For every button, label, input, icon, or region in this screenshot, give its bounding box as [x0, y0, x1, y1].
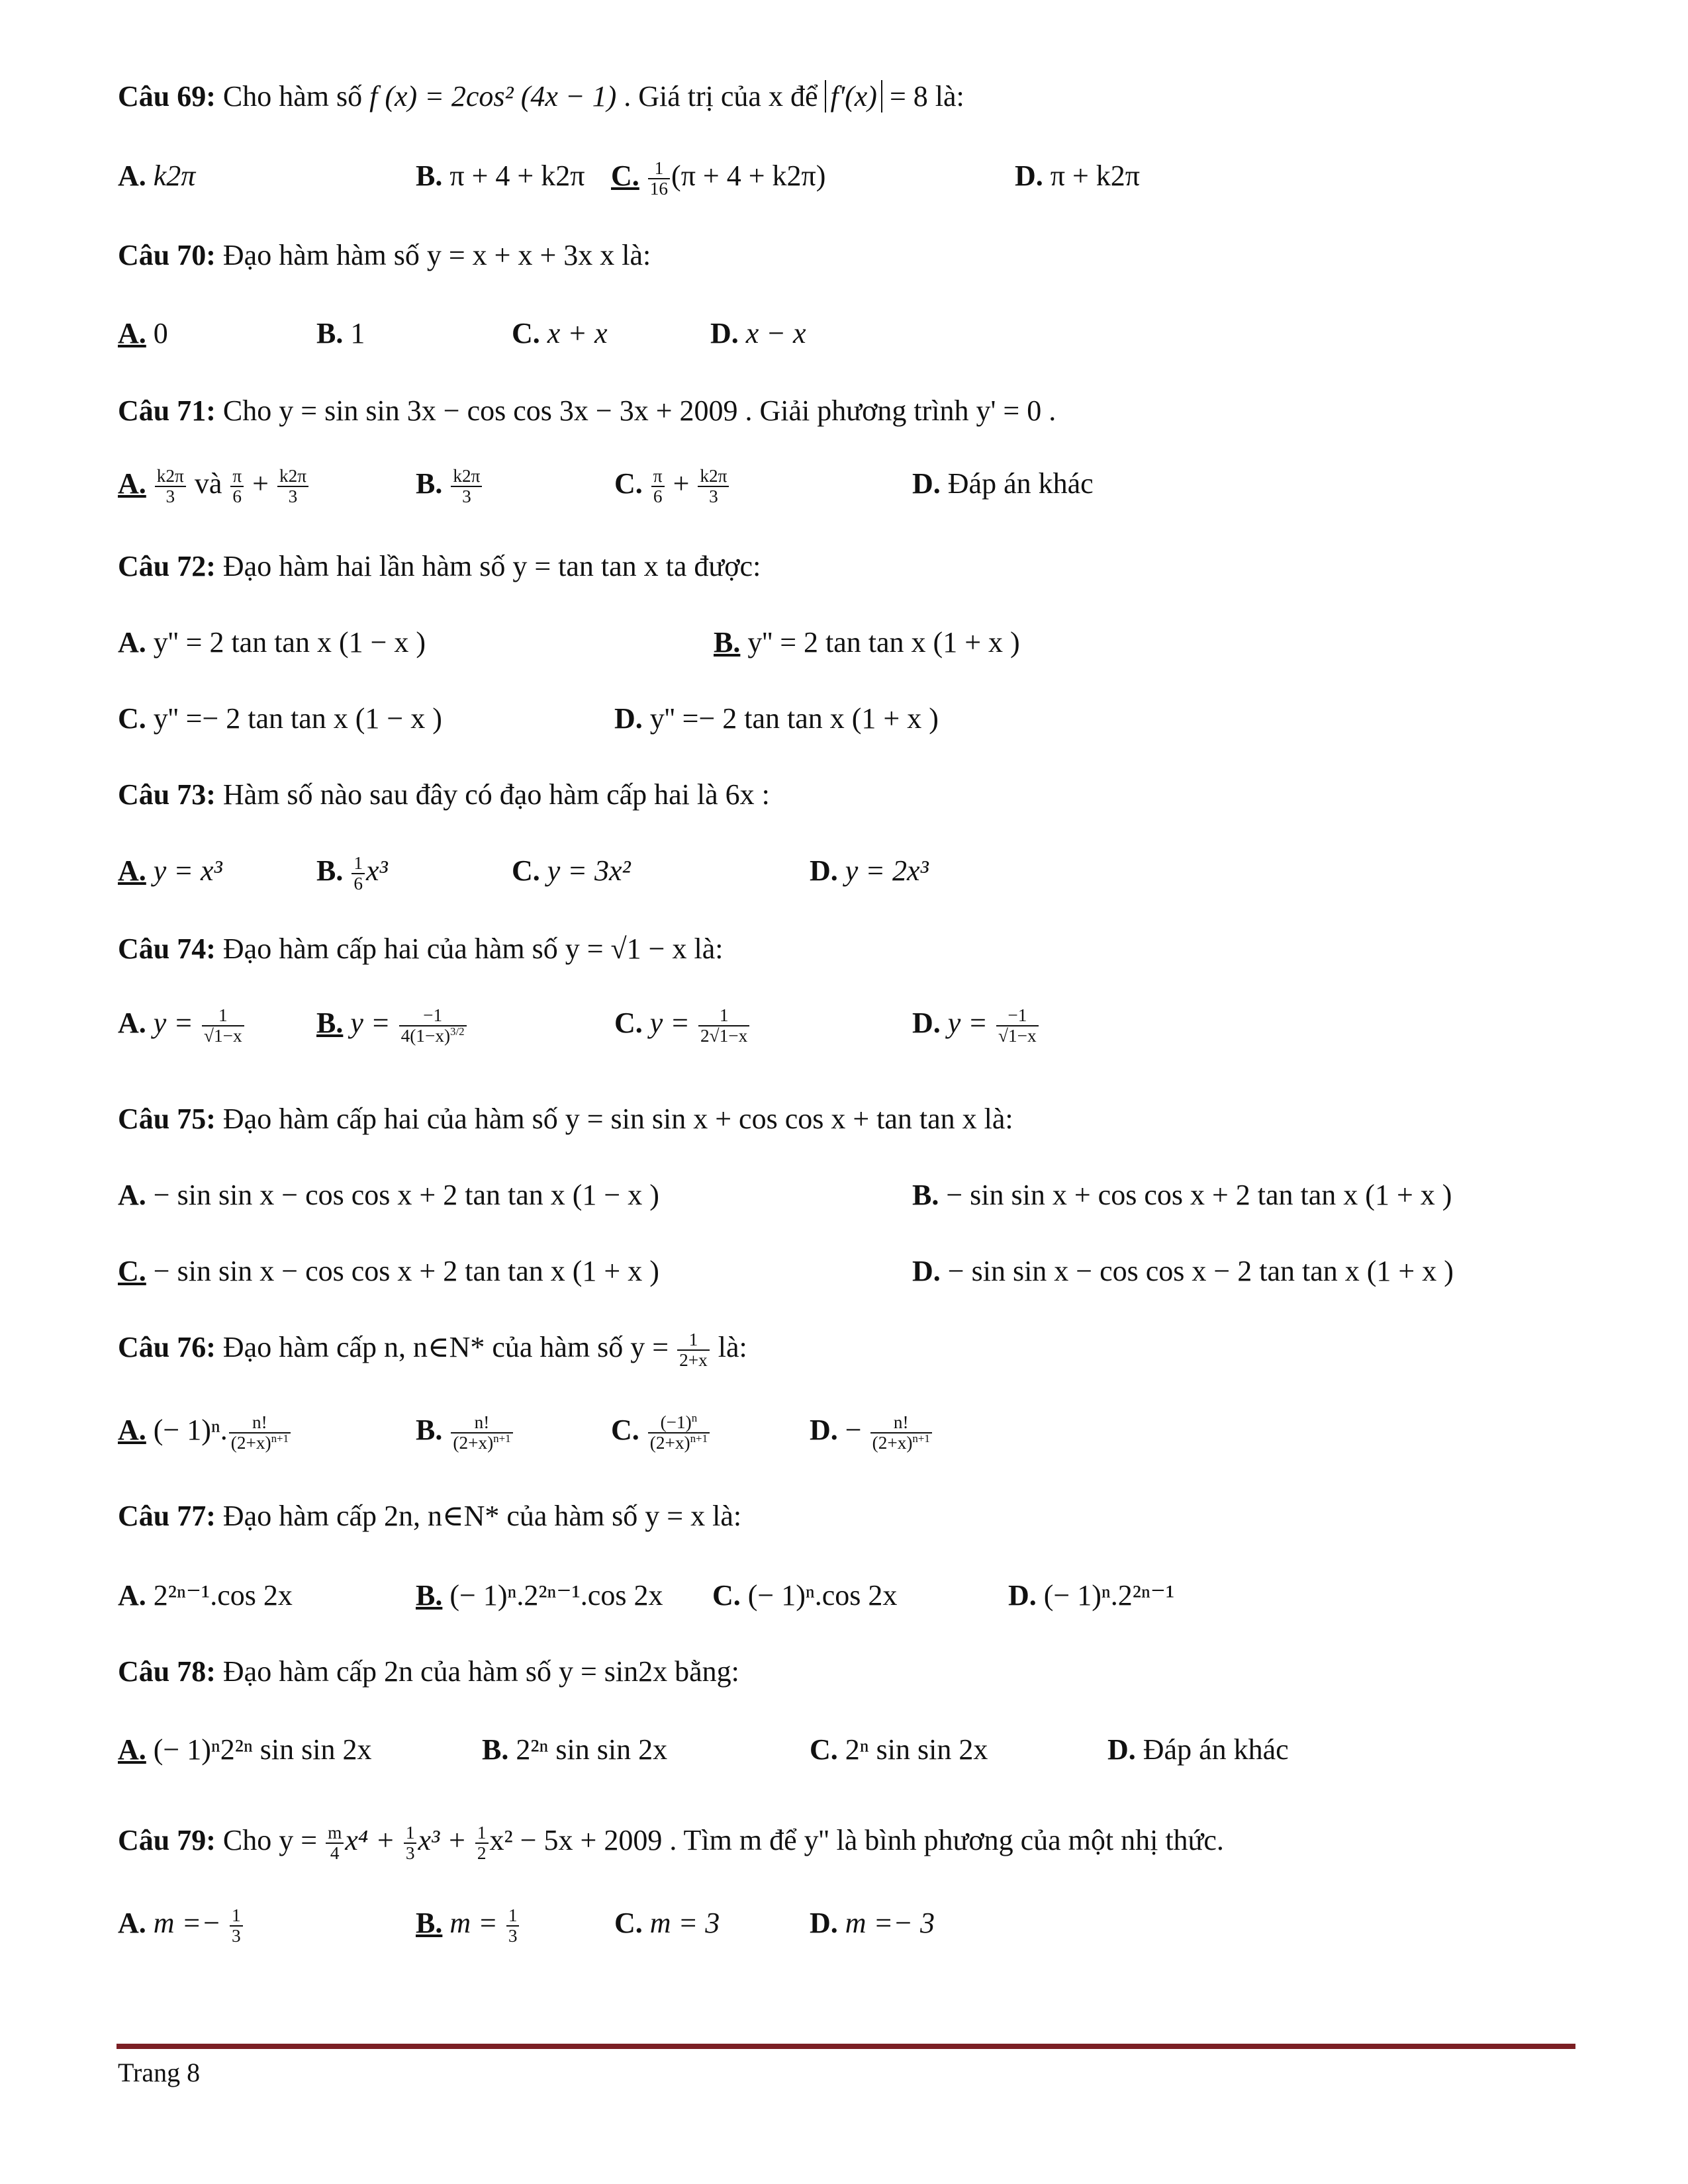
question-72-options-row1: [118, 625, 1574, 665]
option-c[interactable]: C. (− 1)ⁿ.cos 2x: [712, 1579, 898, 1612]
question-77-options: [118, 1578, 1574, 1618]
option-c[interactable]: C. − sin sin x − cos cos x + 2 tan tan x (1 + x ): [118, 1255, 659, 1287]
option-c[interactable]: C. $\frac{(-1)^n}{(2+x)^{n+1}}$: [611, 1413, 711, 1453]
question-71-stem: Câu 71: Cho y = sin sin 3x − cos cos 3x − 3x + 2009 . Giải phương trình y' = 0 .: [118, 394, 1056, 427]
option-b[interactable]: B. − sin sin x + cos cos x + 2 tan tan x (1 + x ): [912, 1179, 1452, 1211]
question-75-stem: Câu 75: Đạo hàm cấp hai của hàm số y = sin sin x + cos cos x + tan tan x là:: [118, 1103, 1013, 1135]
option-a[interactable]: A. 0: [118, 317, 168, 349]
option-d[interactable]: D. Đáp án khác: [912, 467, 1094, 500]
option-a[interactable]: A. 2²ⁿ⁻¹.cos 2x: [118, 1579, 293, 1612]
question-69-options: [118, 159, 1574, 199]
option-c[interactable]: C. $\frac{1}{16}$ (π + 4 + k2π): [611, 158, 826, 199]
question-73-stem: Câu 73: Hàm số nào sau đây có đạo hàm cấp hai là 6x :: [118, 778, 770, 811]
question-75-options-row1: [118, 1178, 1574, 1218]
abs-derivative: f'(x): [825, 80, 882, 113]
option-d[interactable]: D. − $\frac{n!}{(2+x)^{n+1}}$: [810, 1413, 933, 1453]
option-a[interactable]: A. m =− $\frac{1}{3}$: [118, 1906, 244, 1946]
option-b[interactable]: B. y'' = 2 tan tan x (1 + x ): [714, 626, 1020, 659]
option-b[interactable]: B. y = $\frac{-1}{4(1-x)^{3/2}}$: [316, 1006, 468, 1046]
option-c[interactable]: C. y = $\frac{1}{2√1-x}$: [614, 1006, 751, 1046]
option-c[interactable]: C. y'' =− 2 tan tan x (1 − x ): [118, 702, 442, 735]
option-a[interactable]: A. y'' = 2 tan tan x (1 − x ): [118, 626, 426, 659]
question-71-options: [118, 467, 1574, 506]
option-d[interactable]: D. y = $\frac{-1}{√1-x}$: [912, 1006, 1040, 1046]
option-d[interactable]: D. (− 1)ⁿ.2²ⁿ⁻¹: [1008, 1579, 1175, 1612]
option-a[interactable]: A. $\frac{k2\pi}{3}$ và $\frac{\pi}{6}$ + $\frac{k2\pi}{3}$: [118, 467, 310, 506]
question-75-options-row2: [118, 1254, 1574, 1294]
option-a[interactable]: A. (− 1)ⁿ. $\frac{n!}{(2+x)^{n+1}}$: [118, 1413, 292, 1453]
question-79-options: [118, 1906, 1574, 1946]
option-c[interactable]: C. m = 3: [614, 1907, 720, 1939]
option-b[interactable]: B. 2²ⁿ sin sin 2x: [482, 1733, 668, 1766]
option-b[interactable]: B. (− 1)ⁿ.2²ⁿ⁻¹.cos 2x: [416, 1579, 663, 1612]
option-a[interactable]: A. k2π: [118, 159, 196, 192]
question-76-options: [118, 1413, 1574, 1453]
option-c[interactable]: C. 2ⁿ sin sin 2x: [810, 1733, 988, 1766]
question-72-options-row2: [118, 702, 1574, 741]
option-b[interactable]: B. 1: [316, 317, 365, 349]
option-c[interactable]: C. $\frac{\pi}{6}$ + $\frac{k2\pi}{3}$: [614, 467, 730, 506]
question-74-stem: Câu 74: Đạo hàm cấp hai của hàm số y = √1 − x là:: [118, 933, 724, 965]
option-c[interactable]: C. x + x: [512, 317, 608, 349]
option-a[interactable]: A. − sin sin x − cos cos x + 2 tan tan x (1 − x ): [118, 1179, 659, 1211]
question-72-stem: Câu 72: Đạo hàm hai lần hàm số y = tan tan x ta được:: [118, 550, 761, 582]
question-78-options: [118, 1733, 1574, 1772]
question-76-stem: Câu 76: Đạo hàm cấp n, n∈N* của hàm số y = $\frac{1}{2+x}$ là:: [118, 1330, 747, 1370]
option-a[interactable]: A. y = x³: [118, 854, 222, 887]
question-70-stem: Câu 70: Đạo hàm hàm số y = x + x + 3x x là:: [118, 239, 651, 271]
option-b[interactable]: B. $\frac{1}{6}$ x³: [316, 853, 388, 893]
page-number: Trang 8: [118, 2058, 201, 2087]
question-73-options: [118, 854, 1574, 893]
question-79-stem: Câu 79: Cho y = $\frac{m}{4}$ x⁴ + $\frac{1}{3}$ x³ + $\frac{1}{2}$ x² − 5x + 2009 . Tìm m để y'' là bình phương của một nhị thức.: [118, 1823, 1224, 1863]
option-d[interactable]: D. − sin sin x − cos cos x − 2 tan tan x (1 + x ): [912, 1255, 1454, 1287]
footer-rule: [117, 2044, 1575, 2049]
question-78-stem: Câu 78: Đạo hàm cấp 2n của hàm số y = sin2x bằng:: [118, 1655, 739, 1688]
option-b[interactable]: B. π + 4 + k2π: [416, 159, 585, 192]
option-b[interactable]: B. $\frac{k2\pi}{3}$: [416, 467, 483, 506]
option-d[interactable]: D. x − x: [710, 317, 806, 349]
question-69-stem: Câu 69: Cho hàm số f (x) = 2cos² (4x − 1) . Giá trị của x để f'(x) = 8 là:: [118, 80, 964, 113]
option-c[interactable]: C. y = 3x²: [512, 854, 631, 887]
option-a[interactable]: A. (− 1)ⁿ2²ⁿ sin sin 2x: [118, 1733, 372, 1766]
option-a[interactable]: A. y = $\frac{1}{√1-x}$: [118, 1006, 246, 1046]
option-d[interactable]: D. y = 2x³: [810, 854, 929, 887]
option-b[interactable]: B. m = $\frac{1}{3}$: [416, 1906, 520, 1946]
option-d[interactable]: D. y'' =− 2 tan tan x (1 + x ): [614, 702, 939, 735]
question-74-options: [118, 1006, 1574, 1046]
question-77-stem: Câu 77: Đạo hàm cấp 2n, n∈N* của hàm số y = x là:: [118, 1500, 742, 1532]
option-d[interactable]: D. π + k2π: [1015, 159, 1141, 192]
option-b[interactable]: B. $\frac{n!}{(2+x)^{n+1}}$: [416, 1413, 514, 1453]
question-70-options: [118, 316, 1574, 356]
option-d[interactable]: D. Đáp án khác: [1107, 1733, 1289, 1766]
option-d[interactable]: D. m =− 3: [810, 1907, 935, 1939]
